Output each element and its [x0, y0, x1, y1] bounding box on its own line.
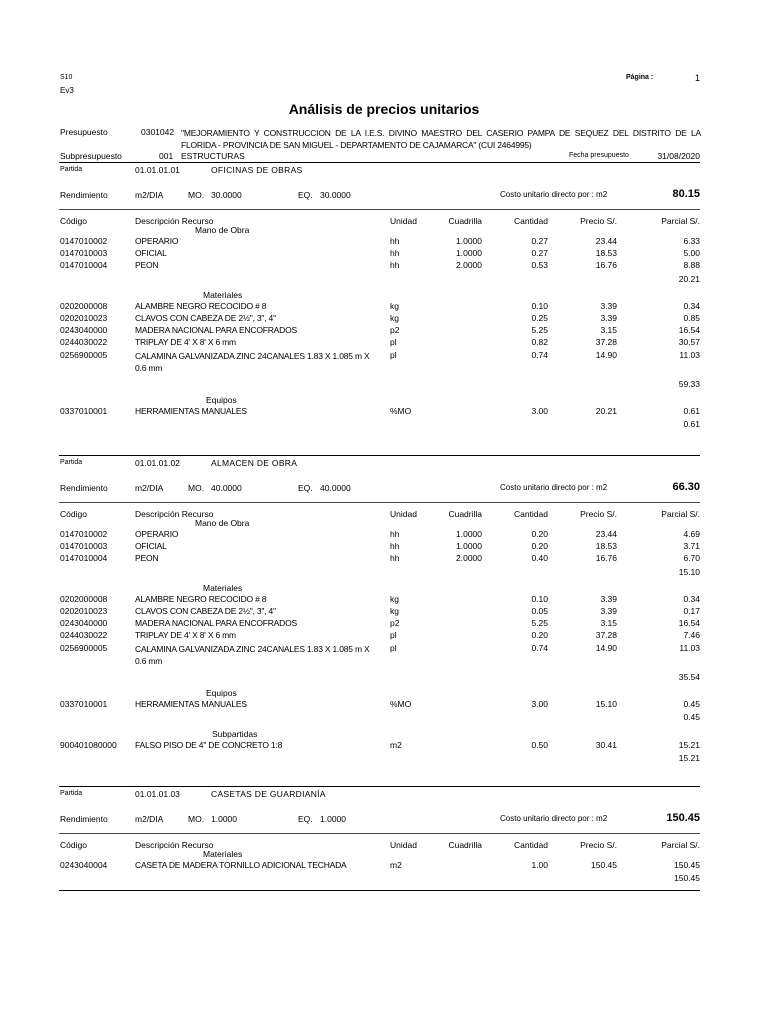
- row-cantidad: 0.20: [531, 529, 548, 539]
- mo-label: MO.: [188, 190, 205, 200]
- row-codigo: 0244030022: [60, 337, 108, 348]
- row-unidad: %MO: [390, 406, 412, 417]
- row-codigo: 0202000008: [60, 593, 108, 604]
- col-unidad: Unidad: [390, 840, 417, 850]
- row-descripcion: CLAVOS CON CABEZA DE 2½", 3", 4": [135, 313, 276, 323]
- eq-value: 1.0000: [320, 814, 346, 824]
- row-cantidad: 0.50: [531, 739, 548, 750]
- group-name: Subpartidas: [212, 728, 258, 739]
- row-parcial: 8.88: [683, 260, 700, 271]
- row-descripcion: FALSO PISO DE 4" DE CONCRETO 1:8: [135, 739, 283, 750]
- row-precio: 16.76: [595, 260, 617, 271]
- row-unidad: p2: [390, 618, 400, 629]
- row-precio: 15.10: [595, 699, 617, 710]
- row-codigo: 0256900005: [60, 349, 108, 360]
- row-precio: 16.76: [595, 553, 617, 564]
- row-cantidad: 3.00: [531, 699, 548, 710]
- rendimiento-label: Rendimiento: [60, 483, 108, 493]
- eq-label: EQ.: [298, 483, 313, 493]
- partida-top-rule: [59, 455, 700, 456]
- group-subtotal: 15.21: [678, 752, 700, 763]
- row-unidad: hh: [390, 260, 400, 271]
- row-precio: 37.28: [595, 630, 617, 641]
- row-descripcion: ALAMBRE NEGRO RECOCIDO # 8: [135, 300, 267, 311]
- costo-label: Costo unitario directo por : m2: [500, 483, 608, 492]
- eq-value: 40.0000: [320, 483, 351, 493]
- fecha-label: Fecha presupuesto: [569, 152, 629, 159]
- row-precio: 3.39: [600, 300, 617, 311]
- header-top-rule: [59, 209, 700, 210]
- group-name: Equipos: [206, 688, 237, 699]
- row-unidad: hh: [390, 541, 400, 552]
- code-s10: S10: [60, 74, 73, 81]
- mo-value: 1.0000: [211, 814, 237, 824]
- row-cantidad: 0.20: [531, 541, 548, 552]
- row-parcial: 6.33: [683, 236, 700, 246]
- group-name: Materiales: [203, 289, 243, 300]
- row-cantidad: 0.05: [531, 606, 548, 616]
- row-cantidad: 0.25: [531, 313, 548, 323]
- row-cantidad: 0.10: [531, 300, 548, 311]
- row-cantidad: 0.20: [531, 630, 548, 641]
- costo-value: 66.30: [672, 481, 700, 493]
- row-descripcion: OPERARIO: [135, 236, 179, 246]
- row-parcial: 0.85: [683, 313, 700, 323]
- row-precio: 14.90: [595, 642, 617, 653]
- row-cantidad: 1.00: [531, 860, 548, 870]
- row-codigo: 0147010004: [60, 260, 108, 271]
- row-descripcion: ALAMBRE NEGRO RECOCIDO # 8: [135, 593, 267, 604]
- row-parcial: 4.69: [683, 529, 700, 539]
- row-precio: 14.90: [595, 349, 617, 360]
- row-parcial: 3.71: [683, 541, 700, 552]
- row-unidad: m2: [390, 739, 402, 750]
- group-subtotal: 59.33: [678, 379, 700, 389]
- row-precio: 37.28: [595, 337, 617, 348]
- row-unidad: kg: [390, 606, 399, 616]
- page-title: Análisis de precios unitarios: [288, 101, 480, 117]
- col-cantidad: Cantidad: [513, 840, 548, 850]
- row-cantidad: 0.82: [531, 337, 548, 348]
- row-codigo: 0244030022: [60, 630, 108, 641]
- col-descripcion: Descripción Recurso: [135, 509, 214, 519]
- row-cantidad: 0.53: [531, 260, 548, 271]
- rendimiento-label: Rendimiento: [60, 814, 108, 824]
- row-parcial: 15.21: [678, 739, 700, 750]
- partida-label: Partida: [60, 166, 83, 173]
- row-parcial: 0.45: [683, 699, 700, 710]
- partida-name: CASETAS DE GUARDIANÍA: [211, 789, 326, 799]
- row-precio: 3.39: [600, 593, 617, 604]
- fecha-value: 31/08/2020: [657, 151, 700, 161]
- row-descripcion: CASETA DE MADERA TORNILLO ADICIONAL TECHADA: [135, 860, 347, 870]
- row-unidad: pl: [390, 349, 397, 360]
- row-parcial: 0.17: [683, 606, 700, 616]
- row-codigo: 0147010003: [60, 248, 108, 259]
- rendimiento-unit: m2/DIA: [135, 814, 164, 824]
- row-codigo: 0243040000: [60, 325, 108, 336]
- partida-name: ALMACEN DE OBRA: [211, 458, 298, 468]
- partida-label: Partida: [60, 790, 83, 797]
- row-descripcion: MADERA NACIONAL PARA ENCOFRADOS: [135, 325, 297, 336]
- row-unidad: pl: [390, 642, 397, 653]
- group-subtotal: 0.45: [683, 712, 700, 723]
- row-parcial: 7.46: [683, 630, 700, 641]
- row-unidad: hh: [390, 248, 400, 259]
- row-codigo: 0337010001: [60, 699, 108, 710]
- col-precio: Precio S/.: [580, 216, 617, 226]
- row-unidad: hh: [390, 553, 400, 564]
- row-descripcion: OFICIAL: [135, 248, 167, 259]
- group-subtotal: 15.10: [678, 566, 700, 577]
- group-name: Materiales: [203, 582, 243, 593]
- header-top-rule: [59, 502, 700, 503]
- row-precio: 150.45: [591, 860, 617, 870]
- row-codigo: 0202000008: [60, 300, 108, 311]
- row-cuadrilla: 2.0000: [456, 260, 482, 271]
- row-descripcion: HERRAMIENTAS MANUALES: [135, 406, 247, 417]
- partida-name: OFICINAS DE OBRAS: [211, 165, 303, 175]
- row-unidad: %MO: [390, 699, 412, 710]
- row-cuadrilla: 1.0000: [456, 541, 482, 552]
- group-name: Mano de Obra: [195, 518, 250, 528]
- row-cantidad: 3.00: [531, 406, 548, 417]
- presupuesto-description: "MEJORAMIENTO Y CONSTRUCCION DE LA I.E.S. DIVINO MAESTRO DEL CASERIO PAMPA DE SEQUEZ DEL DISTRITO DE LA FLORIDA - PROVINCIA DE SAN MIGUEL - DEPARTAMENTO DE CAJAMARCA" (CUI 2464995): [181, 128, 701, 150]
- partida-top-rule: [59, 786, 700, 787]
- row-descripcion: CALAMINA GALVANIZADA ZINC 24CANALES 1.83 X 1.085 m X 0.6 mm: [135, 643, 370, 666]
- col-precio: Precio S/.: [580, 840, 617, 850]
- rendimiento-unit: m2/DIA: [135, 190, 164, 200]
- costo-label: Costo unitario directo por : m2: [500, 190, 608, 199]
- row-precio: 18.53: [595, 541, 617, 552]
- col-codigo: Código: [60, 509, 87, 519]
- row-unidad: kg: [390, 593, 399, 604]
- row-descripcion: MADERA NACIONAL PARA ENCOFRADOS: [135, 618, 297, 629]
- partida-code: 01.01.01.02: [135, 458, 180, 468]
- row-cantidad: 5.25: [531, 325, 548, 336]
- partida-label: Partida: [60, 459, 83, 466]
- row-cantidad: 5.25: [531, 618, 548, 629]
- col-descripcion: Descripción Recurso: [135, 840, 214, 850]
- row-precio: 3.15: [600, 325, 617, 336]
- row-codigo: 900401080000: [60, 739, 117, 750]
- row-descripcion: TRIPLAY DE 4' X 8' X 6 mm: [135, 630, 236, 641]
- row-descripcion: PEON: [135, 260, 159, 271]
- row-cantidad: 0.40: [531, 553, 548, 564]
- partida-code: 01.01.01.01: [135, 165, 180, 175]
- row-parcial: 0.34: [683, 593, 700, 604]
- row-unidad: pl: [390, 630, 397, 641]
- row-unidad: p2: [390, 325, 400, 336]
- row-codigo: 0337010001: [60, 406, 108, 417]
- row-codigo: 0202010023: [60, 606, 108, 616]
- row-codigo: 0243040004: [60, 860, 108, 870]
- costo-value: 150.45: [666, 812, 700, 824]
- mo-value: 30.0000: [211, 190, 242, 200]
- col-precio: Precio S/.: [580, 509, 617, 519]
- mo-label: MO.: [188, 483, 205, 493]
- row-unidad: hh: [390, 529, 400, 539]
- col-codigo: Código: [60, 840, 87, 850]
- row-precio: 3.39: [600, 606, 617, 616]
- group-subtotal: 150.45: [674, 873, 700, 884]
- col-unidad: Unidad: [390, 509, 417, 519]
- subpresupuesto-label: Subpresupuesto: [60, 151, 122, 161]
- page-number: 1: [694, 73, 700, 83]
- row-precio: 3.15: [600, 618, 617, 629]
- row-cantidad: 0.27: [531, 248, 548, 259]
- row-codigo: 0243040000: [60, 618, 108, 629]
- group-subtotal: 35.54: [678, 672, 700, 682]
- col-descripcion: Descripción Recurso: [135, 216, 214, 226]
- row-precio: 18.53: [595, 248, 617, 259]
- row-codigo: 0147010003: [60, 541, 108, 552]
- row-codigo: 0202010023: [60, 313, 108, 323]
- eq-label: EQ.: [298, 190, 313, 200]
- row-parcial: 5.00: [683, 248, 700, 259]
- row-codigo: 0256900005: [60, 642, 108, 653]
- group-name: Mano de Obra: [195, 225, 250, 235]
- row-parcial: 16.54: [678, 325, 700, 336]
- row-unidad: kg: [390, 300, 399, 311]
- header-top-rule: [59, 833, 700, 834]
- row-cuadrilla: 2.0000: [456, 553, 482, 564]
- row-cuadrilla: 1.0000: [456, 236, 482, 246]
- presupuesto-label: Presupuesto: [60, 127, 108, 137]
- row-precio: 20.21: [595, 406, 617, 417]
- row-codigo: 0147010004: [60, 553, 108, 564]
- group-name: Materiales: [203, 849, 243, 859]
- page-label: Página :: [626, 74, 654, 81]
- row-descripcion: OPERARIO: [135, 529, 179, 539]
- row-descripcion: OFICIAL: [135, 541, 167, 552]
- row-parcial: 6.70: [683, 553, 700, 564]
- report-bottom-rule: [59, 890, 700, 891]
- row-precio: 23.44: [595, 529, 617, 539]
- row-codigo: 0147010002: [60, 529, 108, 539]
- row-parcial: 11.03: [679, 642, 700, 653]
- row-parcial: 16.54: [678, 618, 700, 629]
- col-cuadrilla: Cuadrilla: [448, 216, 482, 226]
- row-parcial: 150.45: [674, 860, 700, 870]
- costo-label: Costo unitario directo por : m2: [500, 814, 608, 823]
- col-codigo: Código: [60, 216, 87, 226]
- col-cantidad: Cantidad: [513, 216, 548, 226]
- row-cantidad: 0.27: [531, 236, 548, 246]
- row-precio: 3.39: [600, 313, 617, 323]
- col-cuadrilla: Cuadrilla: [448, 840, 482, 850]
- rendimiento-unit: m2/DIA: [135, 483, 164, 493]
- row-descripcion: TRIPLAY DE 4' X 8' X 6 mm: [135, 337, 236, 348]
- row-descripcion: CALAMINA GALVANIZADA ZINC 24CANALES 1.83 X 1.085 m X 0.6 mm: [135, 350, 370, 373]
- row-precio: 23.44: [595, 236, 617, 246]
- row-cantidad: 0.74: [531, 349, 548, 360]
- row-parcial: 0.61: [683, 406, 700, 417]
- costo-value: 80.15: [672, 188, 700, 200]
- row-descripcion: CLAVOS CON CABEZA DE 2½", 3", 4": [135, 606, 276, 616]
- row-unidad: hh: [390, 236, 400, 246]
- row-parcial: 30.57: [678, 337, 700, 348]
- subpresupuesto-code: 001: [159, 151, 174, 161]
- row-codigo: 0147010002: [60, 236, 108, 246]
- group-name: Equipos: [206, 395, 237, 406]
- row-descripcion: HERRAMIENTAS MANUALES: [135, 699, 247, 710]
- presupuesto-code: 0301042: [141, 127, 175, 137]
- col-parcial: Parcial S/.: [661, 509, 700, 519]
- col-parcial: Parcial S/.: [661, 216, 700, 226]
- row-cuadrilla: 1.0000: [456, 529, 482, 539]
- row-cuadrilla: 1.0000: [456, 248, 482, 259]
- row-cantidad: 0.10: [531, 593, 548, 604]
- row-descripcion: PEON: [135, 553, 159, 564]
- col-parcial: Parcial S/.: [661, 840, 700, 850]
- rendimiento-label: Rendimiento: [60, 190, 108, 200]
- row-cantidad: 0.74: [531, 642, 548, 653]
- col-cantidad: Cantidad: [513, 509, 548, 519]
- col-unidad: Unidad: [390, 216, 417, 226]
- eq-value: 30.0000: [320, 190, 351, 200]
- row-precio: 30.41: [595, 739, 617, 750]
- partida-top-rule: [59, 162, 700, 163]
- group-subtotal: 0.61: [683, 419, 700, 430]
- row-unidad: kg: [390, 313, 399, 323]
- col-cuadrilla: Cuadrilla: [448, 509, 482, 519]
- row-parcial: 11.03: [679, 349, 700, 360]
- mo-value: 40.0000: [211, 483, 242, 493]
- row-unidad: m2: [390, 860, 402, 870]
- mo-label: MO.: [188, 814, 205, 824]
- subpresupuesto-name: ESTRUCTURAS: [181, 151, 245, 161]
- row-parcial: 0.34: [683, 300, 700, 311]
- row-unidad: pl: [390, 337, 397, 348]
- eq-label: EQ.: [298, 814, 313, 824]
- group-subtotal: 20.21: [678, 273, 700, 284]
- partida-code: 01.01.01.03: [135, 789, 180, 799]
- code-ev: Ev3: [60, 86, 74, 95]
